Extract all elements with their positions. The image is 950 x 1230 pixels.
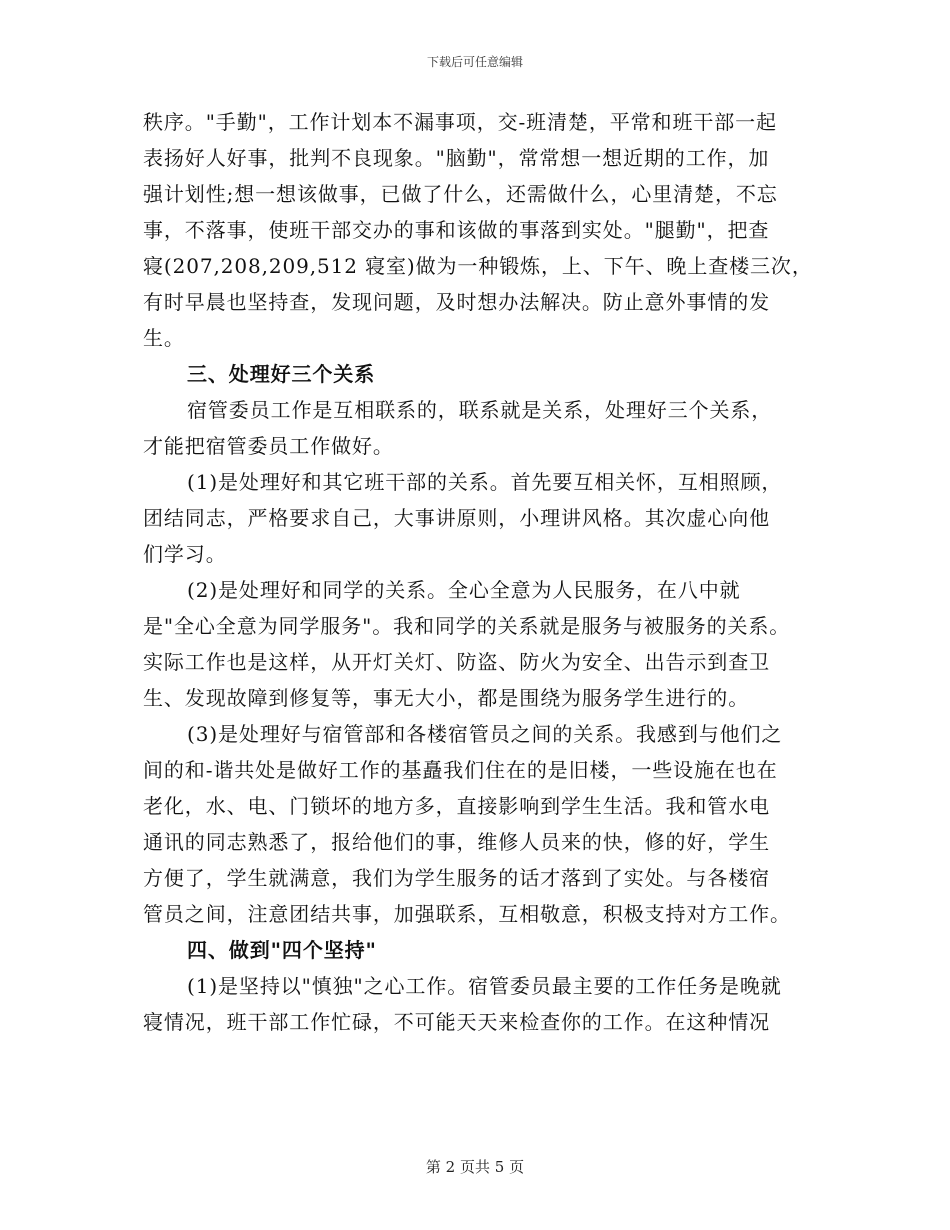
text-line: (1)是处理好和其它班干部的关系。首先要互相关怀，互相照顾， <box>187 470 783 494</box>
text-line: 管员之间，注意团结共事，加强联系，互相敬意，积极支持对方工作。 <box>143 902 791 926</box>
text-line: (3)是处理好与宿管部和各楼宿管员之间的关系。我感到与他们之 <box>187 722 783 746</box>
text-line: 宿管委员工作是互相联系的，联系就是关系，处理好三个关系， <box>187 398 773 422</box>
text-line: (2)是处理好和同学的关系。全心全意为人民服务，在八中就 <box>187 578 741 602</box>
text-line: 秩序。"手勤"，工作计划本不漏事项，交-班清楚，平常和班干部一起 <box>143 110 777 134</box>
section-heading: 三、处理好三个关系 <box>187 362 376 386</box>
section-heading: 四、做到"四个坚持" <box>187 938 377 962</box>
text-line: 通讯的同志熟悉了，报给他们的事，维修人员来的快，修的好，学生 <box>143 830 770 854</box>
page-footer: 第 2 页共 5 页 <box>425 1158 525 1176</box>
text-line: 有时早晨也坚持查，发现问题，及时想办法解决。防止意外事情的发 <box>143 290 770 314</box>
text-line: 事，不落事，使班干部交办的事和该做的事落到实处。"腿勤"，把查 <box>143 218 770 242</box>
text-line: 寝情况，班干部工作忙碌，不可能天天来检查你的工作。在这种情况 <box>143 1010 770 1034</box>
text-line: 生。 <box>143 326 185 350</box>
text-line: 们学习。 <box>143 542 227 566</box>
text-line: 间的和-谐共处是做好工作的基矗我们住在的是旧楼，一些设施在也在 <box>143 758 778 782</box>
document-body <box>143 104 813 1040</box>
text-line: 方便了，学生就满意，我们为学生服务的话才落到了实处。与各楼宿 <box>143 866 770 890</box>
text-line: 生、发现故障到修复等，事无大小，都是围绕为服务学生进行的。 <box>143 686 750 710</box>
text-line: 寝(207,208,209,512 寝室)做为一种锻炼，上、下午、晚上查楼三次， <box>143 254 813 278</box>
page-header: 下载后可任意编辑 <box>426 55 523 69</box>
text-line: 表扬好人好事，批判不良现象。"脑勤"，常常想一想近期的工作，加 <box>143 146 770 170</box>
text-line: 老化，水、电、门锁坏的地方多，直接影响到学生生活。我和管水电 <box>143 794 770 818</box>
text-line: 团结同志，严格要求自己，大事讲原则，小理讲风格。其次虚心向他 <box>143 506 770 530</box>
text-line: 强计划性;想一想该做事，已做了什么，还需做什么，心里清楚，不忘 <box>143 182 778 206</box>
text-line: 是"全心全意为同学服务"。我和同学的关系就是服务与被服务的关系。 <box>143 614 791 638</box>
text-line: (1)是坚持以"慎独"之心工作。宿管委员最主要的工作任务是晚就 <box>187 974 782 998</box>
text-line: 才能把宿管委员工作做好。 <box>143 434 394 458</box>
text-line: 实际工作也是这样，从开灯关灯、防盗、防火为安全、出告示到查卫 <box>143 650 770 674</box>
